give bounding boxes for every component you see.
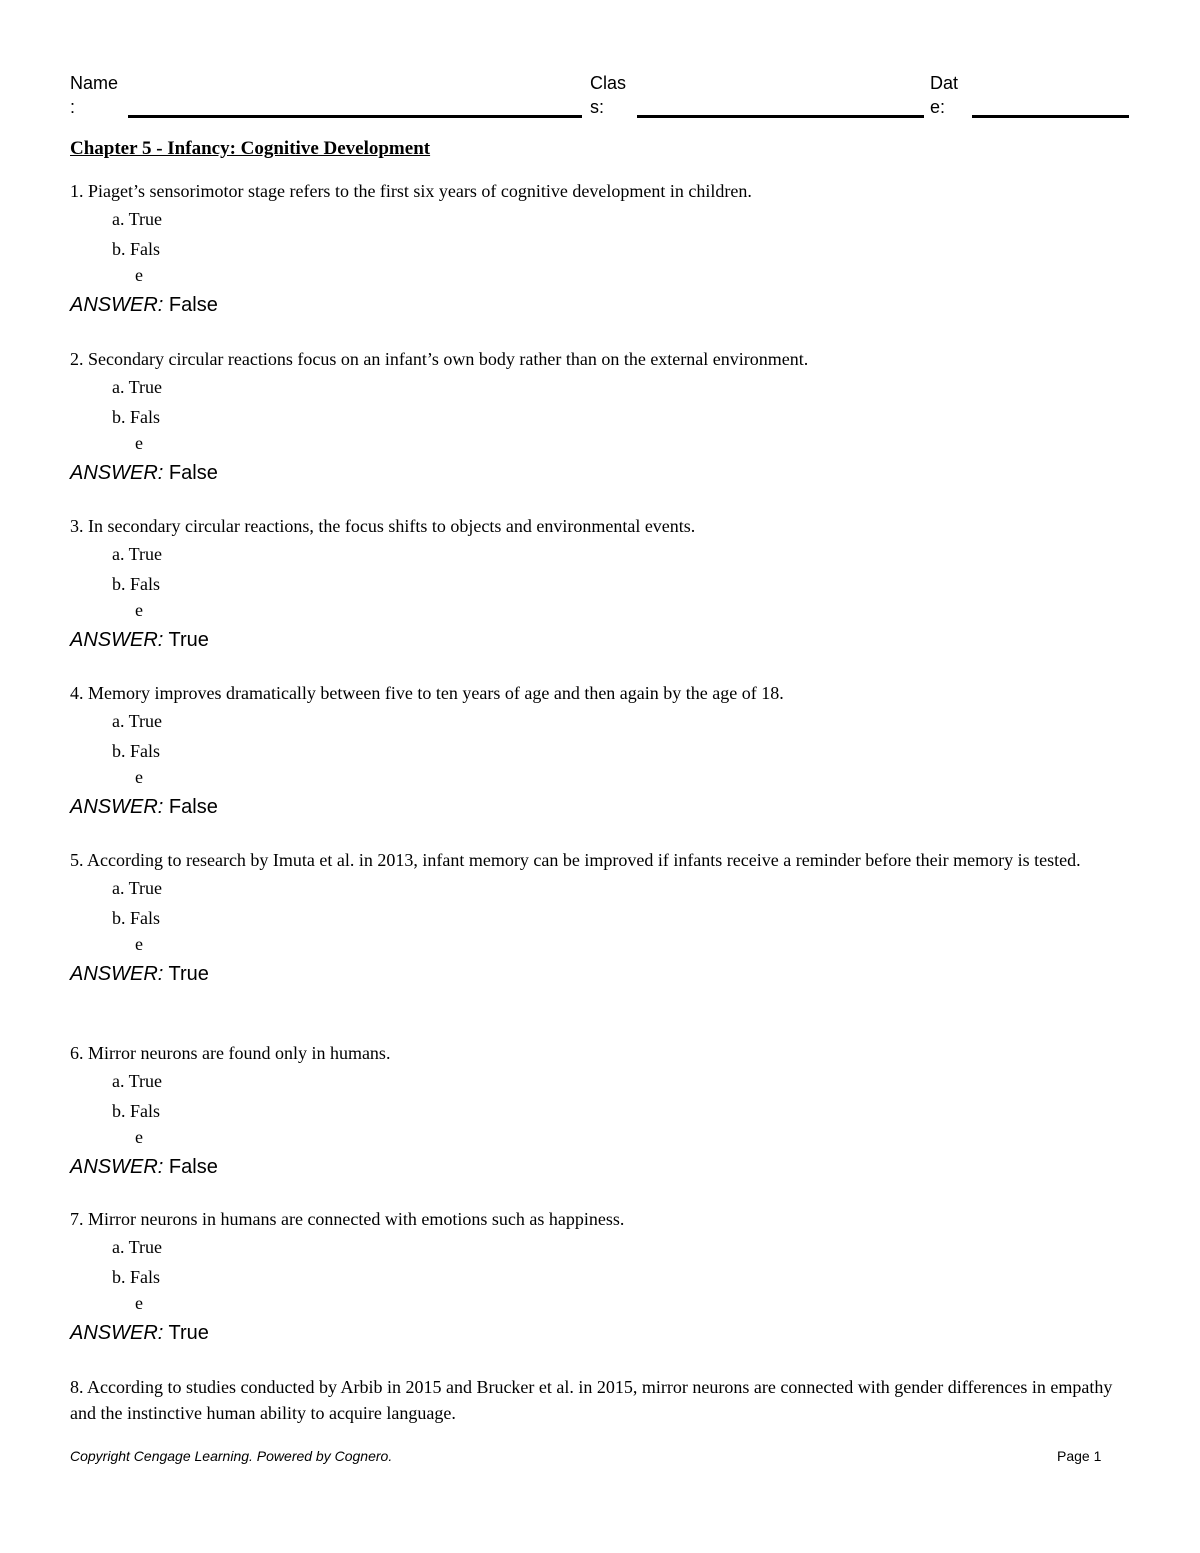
option-false-label-wrap: e	[135, 934, 143, 954]
option-false-label-wrap: e	[135, 265, 143, 285]
date-field-line[interactable]	[972, 115, 1129, 118]
question-6	[70, 1040, 1130, 1182]
answer-line	[70, 458, 1130, 488]
answer-label: ANSWER:	[70, 963, 164, 985]
answer-label: ANSWER:	[70, 1156, 164, 1178]
answer-label: ANSWER:	[70, 462, 164, 484]
question-text: 6. Mirror neurons are found only in humans.	[70, 1043, 391, 1063]
question-3	[70, 513, 1130, 655]
option-false[interactable]	[70, 905, 1130, 957]
question-text: 3. In secondary circular reactions, the focus shifts to objects and environmental events.	[70, 516, 696, 536]
answer-line	[70, 290, 1130, 320]
option-false[interactable]	[70, 571, 1130, 623]
option-true[interactable]: a. True	[112, 209, 163, 229]
question-4	[70, 680, 1130, 822]
option-false-label: b. Fals	[112, 908, 161, 928]
answer-value: False	[168, 294, 218, 316]
answer-line	[70, 625, 1130, 655]
option-false-label-wrap: e	[135, 433, 143, 453]
option-false-label: b. Fals	[112, 407, 161, 427]
option-false[interactable]	[70, 738, 1130, 790]
option-true[interactable]: a. True	[112, 544, 163, 564]
question-text: 7. Mirror neurons in humans are connected with emotions such as happiness.	[70, 1209, 625, 1229]
question-text: 1. Piaget’s sensorimotor stage refers to the first six years of cognitive development in children.	[70, 181, 752, 201]
footer-page-number: Page 1	[1057, 1448, 1102, 1464]
answer-value: False	[168, 462, 218, 484]
option-false-label: b. Fals	[112, 574, 161, 594]
answer-label: ANSWER:	[70, 294, 164, 316]
name-field-line[interactable]	[128, 115, 582, 118]
option-true[interactable]: a. True	[112, 377, 163, 397]
option-false[interactable]	[70, 1098, 1130, 1150]
option-false-label: b. Fals	[112, 239, 161, 259]
question-7	[70, 1206, 1130, 1348]
answer-value: False	[168, 796, 218, 818]
answer-value: False	[168, 1156, 218, 1178]
answer-label: ANSWER:	[70, 629, 164, 651]
answer-value: True	[168, 963, 209, 985]
option-false[interactable]	[70, 1264, 1130, 1316]
option-true[interactable]: a. True	[112, 711, 163, 731]
question-text: 5. According to research by Imuta et al. in 2013, infant memory can be improved if infants receive a reminder before their memory is tested.	[70, 850, 1081, 870]
answer-label: ANSWER:	[70, 796, 164, 818]
option-false-label-wrap: e	[135, 767, 143, 787]
option-false-label: b. Fals	[112, 741, 161, 761]
question-5	[70, 847, 1130, 989]
answer-value: True	[168, 1322, 209, 1344]
footer-copyright: Copyright Cengage Learning. Powered by Cognero.	[70, 1448, 393, 1464]
question-text: 2. Secondary circular reactions focus on an infant’s own body rather than on the external environment.	[70, 349, 809, 369]
question-8	[70, 1374, 1130, 1426]
class-label-suffix: s:	[590, 97, 605, 117]
date-label-suffix: e:	[930, 97, 946, 117]
option-false-label: b. Fals	[112, 1101, 161, 1121]
option-false-label-wrap: e	[135, 1127, 143, 1147]
answer-line	[70, 792, 1130, 822]
name-label: Name	[70, 73, 119, 93]
answer-label: ANSWER:	[70, 1322, 164, 1344]
option-false-label-wrap: e	[135, 600, 143, 620]
option-true[interactable]: a. True	[112, 1071, 163, 1091]
answer-line	[70, 959, 1130, 989]
option-true[interactable]: a. True	[112, 878, 163, 898]
class-label: Clas	[590, 73, 627, 93]
date-label: Dat	[930, 73, 959, 93]
question-2	[70, 346, 1130, 488]
option-false-label: b. Fals	[112, 1267, 161, 1287]
class-field-line[interactable]	[637, 115, 924, 118]
question-text: 8. According to studies conducted by Arbib in 2015 and Brucker et al. in 2015, mirror neurons are connected with gender differences in empathy and the instinctive human ability to acquire language.	[70, 1377, 1113, 1423]
option-false[interactable]	[70, 404, 1130, 456]
chapter-title: Chapter 5 - Infancy: Cognitive Development	[70, 138, 431, 159]
name-label-colon: :	[70, 97, 76, 117]
option-true[interactable]: a. True	[112, 1237, 163, 1257]
question-1	[70, 178, 1130, 320]
question-text: 4. Memory improves dramatically between five to ten years of age and then again by the age of 18.	[70, 683, 784, 703]
option-false-label-wrap: e	[135, 1293, 143, 1313]
answer-value: True	[168, 629, 209, 651]
answer-line	[70, 1152, 1130, 1182]
answer-line	[70, 1318, 1130, 1348]
option-false[interactable]	[70, 236, 1130, 288]
